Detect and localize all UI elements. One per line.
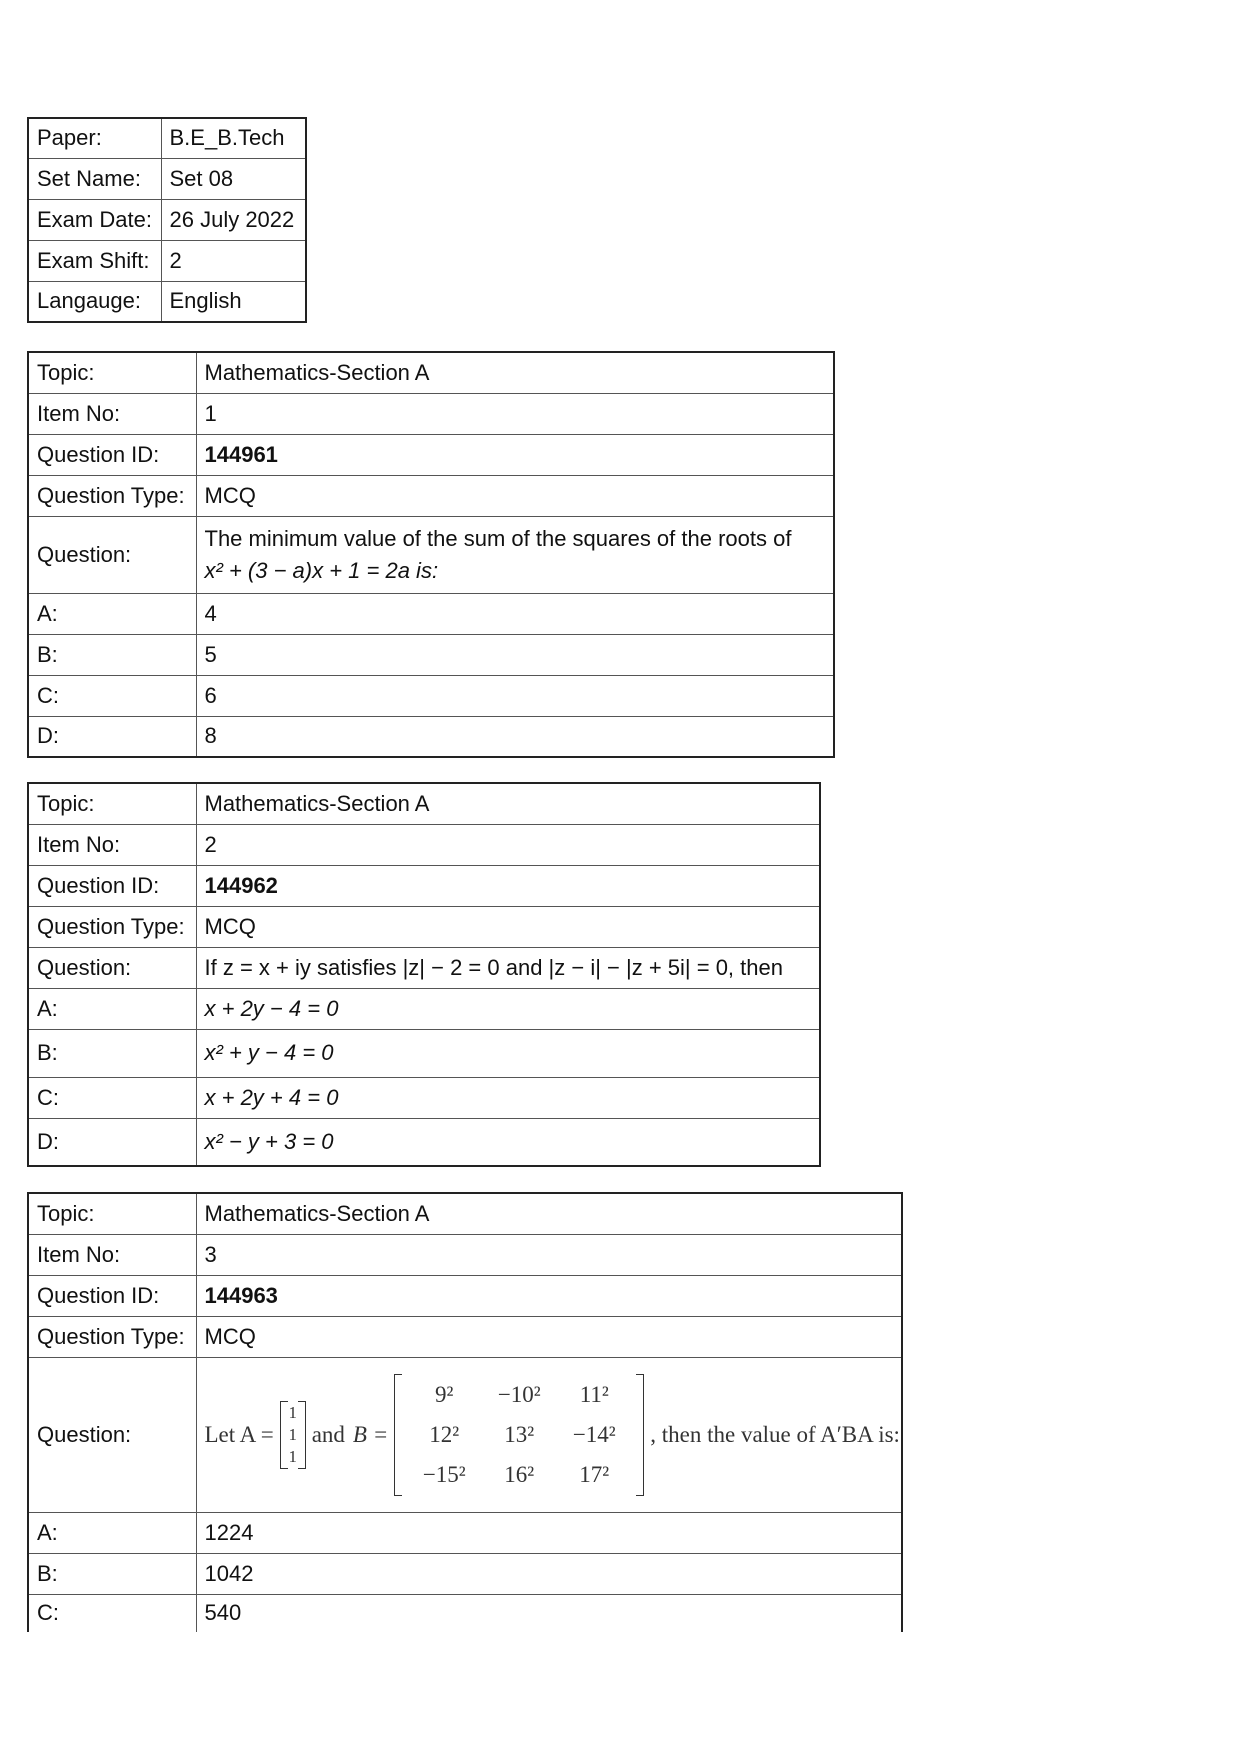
option-c-label: C: xyxy=(28,1077,196,1118)
matrix-b-cell: −10² xyxy=(497,1381,541,1407)
question-type-value: MCQ xyxy=(196,475,834,516)
matrix-b-cell: −14² xyxy=(572,1421,616,1447)
option-b-row xyxy=(28,1029,820,1077)
question-type-label: Question Type: xyxy=(28,906,196,947)
question-id-label: Question ID: xyxy=(28,434,196,475)
option-c-row xyxy=(28,1077,820,1118)
topic-row xyxy=(28,783,820,824)
option-a-label: A: xyxy=(28,1512,196,1553)
question-2-table xyxy=(27,782,821,1167)
let-a-text: Let A = xyxy=(204,1421,274,1447)
topic-label: Topic: xyxy=(28,783,196,824)
exam-shift-value: 2 xyxy=(161,240,306,281)
matrix-a-cell: 1 xyxy=(288,1424,297,1444)
question-3-table xyxy=(27,1192,903,1632)
question-id-row xyxy=(28,865,820,906)
option-b-row xyxy=(28,634,834,675)
question-label: Question: xyxy=(28,1357,196,1512)
option-d-value: 8 xyxy=(196,716,834,757)
question-type-row xyxy=(28,475,834,516)
exam-date-label: Exam Date: xyxy=(28,199,161,240)
topic-row xyxy=(28,352,834,393)
question-id-label: Question ID: xyxy=(28,1275,196,1316)
matrix-a-cell: 1 xyxy=(288,1446,297,1466)
and-text: and xyxy=(311,1421,345,1447)
language-row xyxy=(28,281,306,322)
paper-row xyxy=(28,118,306,158)
question-text xyxy=(196,516,834,593)
option-b-label: B: xyxy=(28,634,196,675)
question-id-value: 144963 xyxy=(196,1275,902,1316)
option-a-value: 4 xyxy=(196,593,834,634)
question-matrix-expression xyxy=(205,1374,898,1496)
option-a-row xyxy=(28,988,820,1029)
paper-label: Paper: xyxy=(28,118,161,158)
paper-info-table xyxy=(27,117,307,323)
question-text-line1: The minimum value of the sum of the squares of the roots of xyxy=(204,525,792,551)
question-row xyxy=(28,947,820,988)
topic-label: Topic: xyxy=(28,352,196,393)
question-type-label: Question Type: xyxy=(28,1316,196,1357)
matrix-b-cell: 9² xyxy=(435,1381,454,1407)
language-value: English xyxy=(161,281,306,322)
item-no-value: 3 xyxy=(196,1234,902,1275)
question-type-label: Question Type: xyxy=(28,475,196,516)
set-name-row xyxy=(28,158,306,199)
exam-shift-label: Exam Shift: xyxy=(28,240,161,281)
option-d-row xyxy=(28,1118,820,1166)
matrix-b-cell: 17² xyxy=(579,1461,610,1487)
question-text: If z = x + iy satisfies |z| − 2 = 0 and |z − i| − |z + 5i| = 0, then xyxy=(196,947,820,988)
question-type-value: MCQ xyxy=(196,906,820,947)
topic-label: Topic: xyxy=(28,1193,196,1234)
item-no-label: Item No: xyxy=(28,393,196,434)
question-type-row xyxy=(28,1316,902,1357)
b-equals-text: B = xyxy=(352,1421,389,1447)
option-b-label: B: xyxy=(28,1553,196,1594)
item-no-row xyxy=(28,1234,902,1275)
matrix-a xyxy=(280,1401,306,1469)
question-type-row xyxy=(28,906,820,947)
option-a-value: 1224 xyxy=(196,1512,902,1553)
option-d-label: D: xyxy=(28,716,196,757)
exam-shift-row xyxy=(28,240,306,281)
question-id-value: 144961 xyxy=(196,434,834,475)
option-c-label: C: xyxy=(28,675,196,716)
matrix-b-cell: 11² xyxy=(579,1381,609,1407)
option-a-value: x + 2y − 4 = 0 xyxy=(196,988,820,1029)
item-no-label: Item No: xyxy=(28,1234,196,1275)
option-c-label: C: xyxy=(28,1594,196,1632)
question-id-row xyxy=(28,434,834,475)
item-no-label: Item No: xyxy=(28,824,196,865)
matrix-b-cell: −15² xyxy=(422,1461,466,1487)
option-c-value: 6 xyxy=(196,675,834,716)
question-text-line2: x² + (3 − a)x + 1 = 2a is: xyxy=(204,557,439,583)
option-d-row xyxy=(28,716,834,757)
language-label: Langauge: xyxy=(28,281,161,322)
option-b-value: x² + y − 4 = 0 xyxy=(196,1029,820,1077)
question-row xyxy=(28,1357,902,1512)
option-b-value: 1042 xyxy=(196,1553,902,1594)
option-c-value: x + 2y + 4 = 0 xyxy=(196,1077,820,1118)
option-c-value: 540 xyxy=(196,1594,902,1632)
matrix-b-cell: 13² xyxy=(504,1421,535,1447)
item-no-row xyxy=(28,393,834,434)
question-type-value: MCQ xyxy=(196,1316,902,1357)
option-a-row xyxy=(28,593,834,634)
then-text: , then the value of A′BA is: xyxy=(650,1421,900,1447)
option-d-label: D: xyxy=(28,1118,196,1166)
option-b-value: 5 xyxy=(196,634,834,675)
matrix-a-cell: 1 xyxy=(288,1402,297,1422)
question-1-table xyxy=(27,351,835,758)
topic-row xyxy=(28,1193,902,1234)
question-id-label: Question ID: xyxy=(28,865,196,906)
set-name-label: Set Name: xyxy=(28,158,161,199)
question-label: Question: xyxy=(28,947,196,988)
option-a-label: A: xyxy=(28,593,196,634)
item-no-value: 2 xyxy=(196,824,820,865)
option-c-row xyxy=(28,1594,902,1632)
paper-value: B.E_B.Tech xyxy=(161,118,306,158)
question-id-row xyxy=(28,1275,902,1316)
item-no-row xyxy=(28,824,820,865)
topic-value: Mathematics-Section A xyxy=(196,1193,902,1234)
question-id-value: 144962 xyxy=(196,865,820,906)
option-b-label: B: xyxy=(28,1029,196,1077)
option-d-value: x² − y + 3 = 0 xyxy=(196,1118,820,1166)
option-b-row xyxy=(28,1553,902,1594)
matrix-b xyxy=(394,1374,644,1496)
option-a-row xyxy=(28,1512,902,1553)
option-a-label: A: xyxy=(28,988,196,1029)
topic-value: Mathematics-Section A xyxy=(196,783,820,824)
exam-date-row xyxy=(28,199,306,240)
matrix-b-cell: 16² xyxy=(504,1461,535,1487)
question-row xyxy=(28,516,834,593)
matrix-b-cell: 12² xyxy=(429,1421,460,1447)
exam-date-value: 26 July 2022 xyxy=(161,199,306,240)
item-no-value: 1 xyxy=(196,393,834,434)
question-label: Question: xyxy=(28,516,196,593)
option-c-row xyxy=(28,675,834,716)
topic-value: Mathematics-Section A xyxy=(196,352,834,393)
set-name-value: Set 08 xyxy=(161,158,306,199)
question-text xyxy=(196,1357,902,1512)
